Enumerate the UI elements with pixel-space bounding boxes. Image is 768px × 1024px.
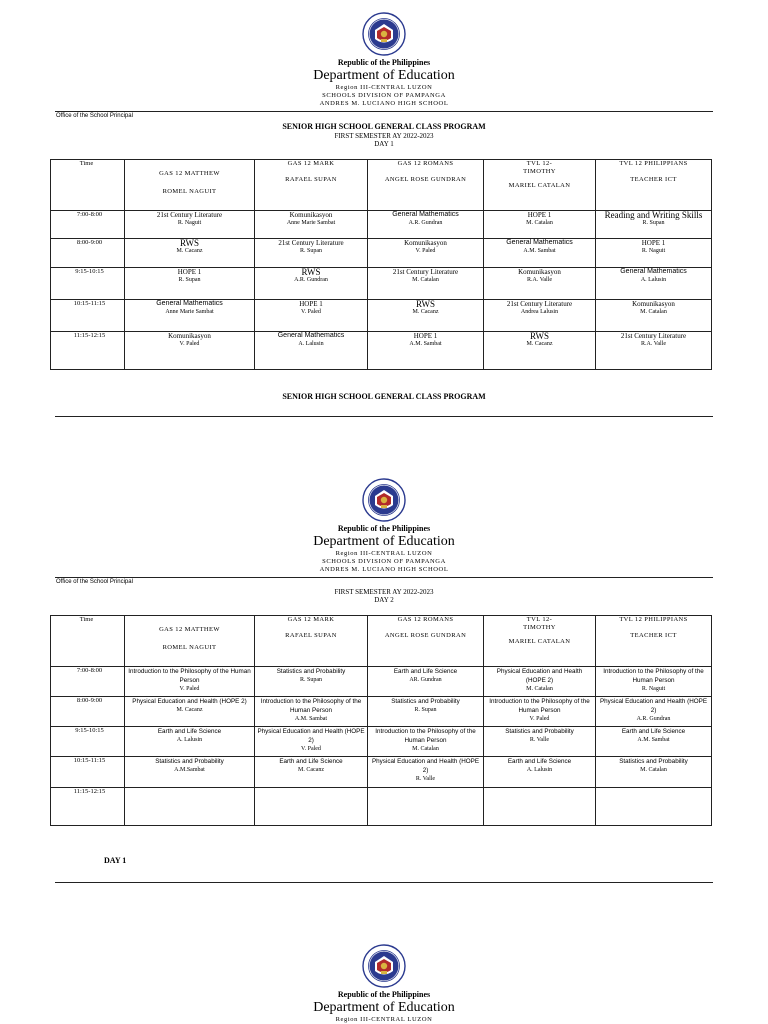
teacher-label: M. Cacanz: [176, 248, 203, 254]
section-header: TVL 12 PHILIPPIANS TEACHER ICT: [596, 616, 712, 667]
table-row: [51, 211, 712, 239]
school-line: ANDRES M. LUCIANO HIGH SCHOOL: [319, 100, 449, 107]
class-cell: [368, 757, 484, 788]
deped-seal-icon: [362, 12, 406, 56]
teacher-label: R. Valle: [529, 737, 550, 743]
teacher-label: M. Catalan: [526, 220, 553, 226]
subject-label: 21st Century Literature: [392, 268, 459, 276]
semester-line: FIRST SEMESTER AY 2022-2023: [334, 588, 434, 596]
schedule-table-day1: [50, 159, 712, 370]
teacher-label: V. Paled: [415, 248, 436, 254]
deped-seal-icon: [362, 944, 406, 988]
subject-label: Introduction to the Philosophy of the Human Person: [489, 698, 590, 714]
class-cell: [484, 727, 596, 757]
division-line: SCHOOLS DIVISION OF PAMPANGA: [322, 92, 446, 99]
table-row: [51, 757, 712, 788]
subject-label: Introduction to the Philosophy of the Human Person: [128, 668, 251, 684]
class-cell: [484, 211, 596, 239]
school-line: ANDRES M. LUCIANO HIGH SCHOOL: [319, 566, 449, 573]
section-header: GAS 12 ROMANS ANGEL ROSE GUNDRAN: [368, 616, 484, 667]
section-heading: SENIOR HIGH SCHOOL GENERAL CLASS PROGRAM: [282, 392, 486, 401]
teacher-label: M. Cacanz: [412, 309, 439, 315]
class-cell: [596, 332, 712, 370]
teacher-label: A. Lalusin: [176, 737, 203, 743]
class-cell: [484, 332, 596, 370]
time-cell: 8:00-9:00: [51, 239, 125, 268]
subject-label: Statistics and Probability: [155, 758, 224, 765]
subject-label: Introduction to the Philosophy of the Human Person: [375, 728, 476, 744]
teacher-label: M. Cacanz: [526, 341, 553, 347]
subject-label: Statistics and Probability: [619, 758, 688, 765]
class-cell: [368, 667, 484, 697]
section-divider: [55, 416, 713, 417]
table-row: [51, 300, 712, 332]
table-header-row: [51, 616, 712, 667]
table-row: [51, 239, 712, 268]
teacher-label: R. Supan: [299, 248, 322, 254]
teacher-label: Anne Marie Sambat: [165, 309, 214, 315]
time-cell: 8:00-9:00: [51, 697, 125, 727]
teacher-label: A. Lalusin: [526, 767, 553, 773]
class-cell: [255, 727, 368, 757]
republic-line: Republic of the Philippines: [337, 524, 431, 533]
program-title: SENIOR HIGH SCHOOL GENERAL CLASS PROGRAM: [282, 122, 486, 131]
subject-label: Earth and Life Science: [507, 758, 572, 765]
teacher-label: M. Cacanz: [176, 707, 203, 713]
republic-line: Republic of the Philippines: [337, 990, 431, 999]
time-cell: 10:15-11:15: [51, 300, 125, 332]
subject-label: HOPE 1: [177, 268, 202, 276]
day-line: DAY 2: [374, 596, 394, 604]
class-cell: [125, 727, 255, 757]
teacher-label: R.A. Valle: [640, 341, 667, 347]
subject-label: General Mathematics: [620, 268, 687, 275]
table-row: [51, 727, 712, 757]
teacher-label: A.M. Sambat: [637, 737, 670, 743]
section-divider: [55, 882, 713, 883]
time-cell: 10:15-11:15: [51, 757, 125, 788]
class-cell: [596, 667, 712, 697]
class-cell: [368, 788, 484, 826]
teacher-label: M. Catalan: [412, 277, 439, 283]
subject-label: RWS: [529, 331, 549, 341]
class-cell: [255, 239, 368, 268]
day1-label: DAY 1: [104, 856, 127, 865]
teacher-label: M. Catalan: [640, 767, 667, 773]
teacher-label: R. Naguit: [641, 248, 666, 254]
teacher-label: R. Supan: [414, 707, 437, 713]
class-cell: [125, 788, 255, 826]
subject-label: Physical Education and Health (HOPE 2): [599, 698, 708, 714]
subject-label: RWS: [415, 299, 435, 309]
teacher-label: A.R. Gundran: [408, 220, 443, 226]
subject-label: RWS: [179, 238, 199, 248]
teacher-label: R. Supan: [642, 220, 665, 226]
subject-label: Komunikasyon: [632, 300, 675, 308]
class-cell: [125, 211, 255, 239]
class-cell: [255, 300, 368, 332]
class-cell: [596, 757, 712, 788]
section-header: GAS 12 MATTHEW ROMEL NAGUIT: [125, 160, 255, 211]
class-cell: [255, 268, 368, 300]
class-cell: [596, 268, 712, 300]
table-row: [51, 697, 712, 727]
teacher-label: R. Supan: [299, 677, 322, 683]
class-cell: [596, 239, 712, 268]
subject-label: Earth and Life Science: [279, 758, 343, 765]
subject-label: Introduction to the Philosophy of the Human Person: [260, 698, 362, 714]
class-cell: [596, 697, 712, 727]
table-row: [51, 268, 712, 300]
class-cell: [255, 757, 368, 788]
section-header: GAS 12 MARK RAFAEL SUPAN: [255, 160, 368, 211]
time-cell: 11:15-12:15: [51, 332, 125, 370]
subject-label: Introduction to the Philosophy of the Human Person: [603, 668, 704, 684]
class-cell: [596, 788, 712, 826]
class-cell: [484, 667, 596, 697]
teacher-label: V. Paled: [529, 716, 550, 722]
subject-label: 21st Century Literature: [156, 211, 223, 219]
subject-label: Komunikasyon: [518, 268, 561, 276]
region-line: Region III-CENTRAL LUZON: [335, 550, 433, 557]
class-cell: [125, 697, 255, 727]
class-cell: [368, 211, 484, 239]
department-title: Department of Education: [313, 68, 455, 83]
section-header: GAS 12 ROMANS ANGEL ROSE GUNDRAN: [368, 160, 484, 211]
deped-seal-icon: [362, 478, 406, 522]
time-cell: 9:15-10:15: [51, 268, 125, 300]
subject-label: Physical Education and Health (HOPE 2): [132, 698, 247, 705]
teacher-label: M. Catalan: [412, 746, 439, 752]
class-cell: [125, 757, 255, 788]
region-line: Region III-CENTRAL LUZON: [335, 84, 433, 91]
teacher-label: R. Naguit: [641, 686, 666, 692]
class-cell: [596, 727, 712, 757]
class-cell: [368, 268, 484, 300]
subject-label: Physical Education and Health (HOPE 2): [496, 668, 583, 684]
office-line: Office of the School Principal: [56, 113, 133, 119]
table-row: [51, 332, 712, 370]
teacher-label: Andrea Lalusin: [520, 309, 559, 315]
section-header: TVL 12- TIMOTHY MARIEL CATALAN: [484, 160, 596, 211]
class-cell: [255, 211, 368, 239]
subject-label: Statistics and Probability: [505, 728, 574, 735]
class-cell: [484, 268, 596, 300]
class-cell: [484, 239, 596, 268]
teacher-label: A.M. Sambat: [523, 248, 556, 254]
table-header-row: [51, 160, 712, 211]
class-cell: [368, 332, 484, 370]
subject-label: Komunikasyon: [168, 332, 211, 340]
teacher-label: M. Cacanz: [298, 767, 324, 773]
time-cell: 11:15-12:15: [51, 788, 125, 826]
division-line: SCHOOLS DIVISION OF PAMPANGA: [322, 558, 446, 565]
table-row: [51, 788, 712, 826]
day-line: DAY 1: [374, 140, 394, 148]
teacher-label: A.M. Sambat: [294, 716, 328, 722]
class-cell: [125, 239, 255, 268]
class-cell: [368, 697, 484, 727]
header-divider: [55, 111, 713, 112]
class-cell: [368, 239, 484, 268]
class-cell: [596, 211, 712, 239]
class-cell: [125, 268, 255, 300]
subject-label: Physical Education and Health (HOPE 2): [371, 758, 480, 774]
teacher-label: A.M. Sambat: [409, 341, 442, 347]
subject-label: HOPE 1: [641, 239, 666, 247]
region-line: Region III-CENTRAL LUZON: [335, 1016, 433, 1023]
subject-label: Komunikasyon: [289, 211, 333, 219]
time-cell: 7:00-8:00: [51, 667, 125, 697]
subject-label: Statistics and Probability: [276, 668, 346, 675]
teacher-label: A. Lalusin: [640, 277, 667, 283]
subject-label: General Mathematics: [506, 239, 573, 246]
subject-label: General Mathematics: [156, 300, 223, 307]
section-header: GAS 12 MATTHEW ROMEL NAGUIT: [125, 616, 255, 667]
class-cell: [125, 667, 255, 697]
class-cell: [484, 788, 596, 826]
class-cell: [484, 757, 596, 788]
teacher-label: R. Valle: [415, 776, 436, 782]
teacher-label: V. Paled: [301, 309, 321, 315]
subject-label: 21st Century Literature: [278, 239, 344, 247]
teacher-label: Anne Marie Sambat: [286, 220, 336, 226]
office-line: Office of the School Principal: [56, 579, 133, 585]
subject-label: 21st Century Literature: [506, 300, 573, 308]
teacher-label: A. Lalusin: [298, 341, 324, 347]
time-header: Time: [51, 160, 125, 211]
teacher-label: R. Supan: [178, 277, 201, 283]
teacher-label: V. Paled: [301, 746, 321, 752]
time-header: Time: [51, 616, 125, 667]
subject-label: Earth and Life Science: [393, 668, 458, 675]
teacher-label: A.R. Gundran: [636, 716, 671, 722]
teacher-label: V. Paled: [179, 686, 200, 692]
subject-label: Physical Education and Health (HOPE 2): [257, 728, 365, 744]
teacher-label: R. Naguit: [177, 220, 202, 226]
subject-label: Reading and Writing Skills: [604, 210, 703, 220]
subject-label: HOPE 1: [299, 300, 323, 308]
teacher-label: M. Catalan: [640, 309, 667, 315]
subject-label: Earth and Life Science: [621, 728, 686, 735]
subject-label: Earth and Life Science: [157, 728, 222, 735]
subject-label: HOPE 1: [413, 332, 438, 340]
teacher-label: V. Paled: [179, 341, 200, 347]
class-cell: [255, 332, 368, 370]
subject-label: General Mathematics: [277, 332, 345, 339]
class-cell: [125, 332, 255, 370]
table-row: [51, 667, 712, 697]
subject-label: RWS: [301, 267, 321, 277]
class-cell: [368, 727, 484, 757]
subject-label: Komunikasyon: [404, 239, 447, 247]
teacher-label: A.M.Sambat: [174, 767, 205, 773]
class-cell: [255, 788, 368, 826]
time-cell: 7:00-8:00: [51, 211, 125, 239]
subject-label: HOPE 1: [527, 211, 552, 219]
section-header: TVL 12 PHILIPPIANS TEACHER ICT: [596, 160, 712, 211]
department-title: Department of Education: [313, 1000, 455, 1015]
section-header: TVL 12- TIMOTHY MARIEL CATALAN: [484, 616, 596, 667]
teacher-label: A.R. Gundran: [294, 277, 328, 283]
semester-line: FIRST SEMESTER AY 2022-2023: [334, 132, 434, 140]
subject-label: General Mathematics: [392, 211, 459, 218]
class-cell: [484, 697, 596, 727]
class-cell: [255, 667, 368, 697]
time-cell: 9:15-10:15: [51, 727, 125, 757]
schedule-table-day2: [50, 615, 712, 826]
department-title: Department of Education: [313, 534, 455, 549]
teacher-label: M. Catalan: [526, 686, 553, 692]
class-cell: [484, 300, 596, 332]
header-divider: [55, 577, 713, 578]
section-header: GAS 12 MARK RAFAEL SUPAN: [255, 616, 368, 667]
class-cell: [255, 697, 368, 727]
class-cell: [125, 300, 255, 332]
class-cell: [368, 300, 484, 332]
republic-line: Republic of the Philippines: [337, 58, 431, 67]
subject-label: 21st Century Literature: [620, 332, 687, 340]
subject-label: Statistics and Probability: [391, 698, 460, 705]
class-cell: [596, 300, 712, 332]
teacher-label: AR. Gundran: [409, 677, 442, 683]
teacher-label: R.A. Valle: [526, 277, 553, 283]
